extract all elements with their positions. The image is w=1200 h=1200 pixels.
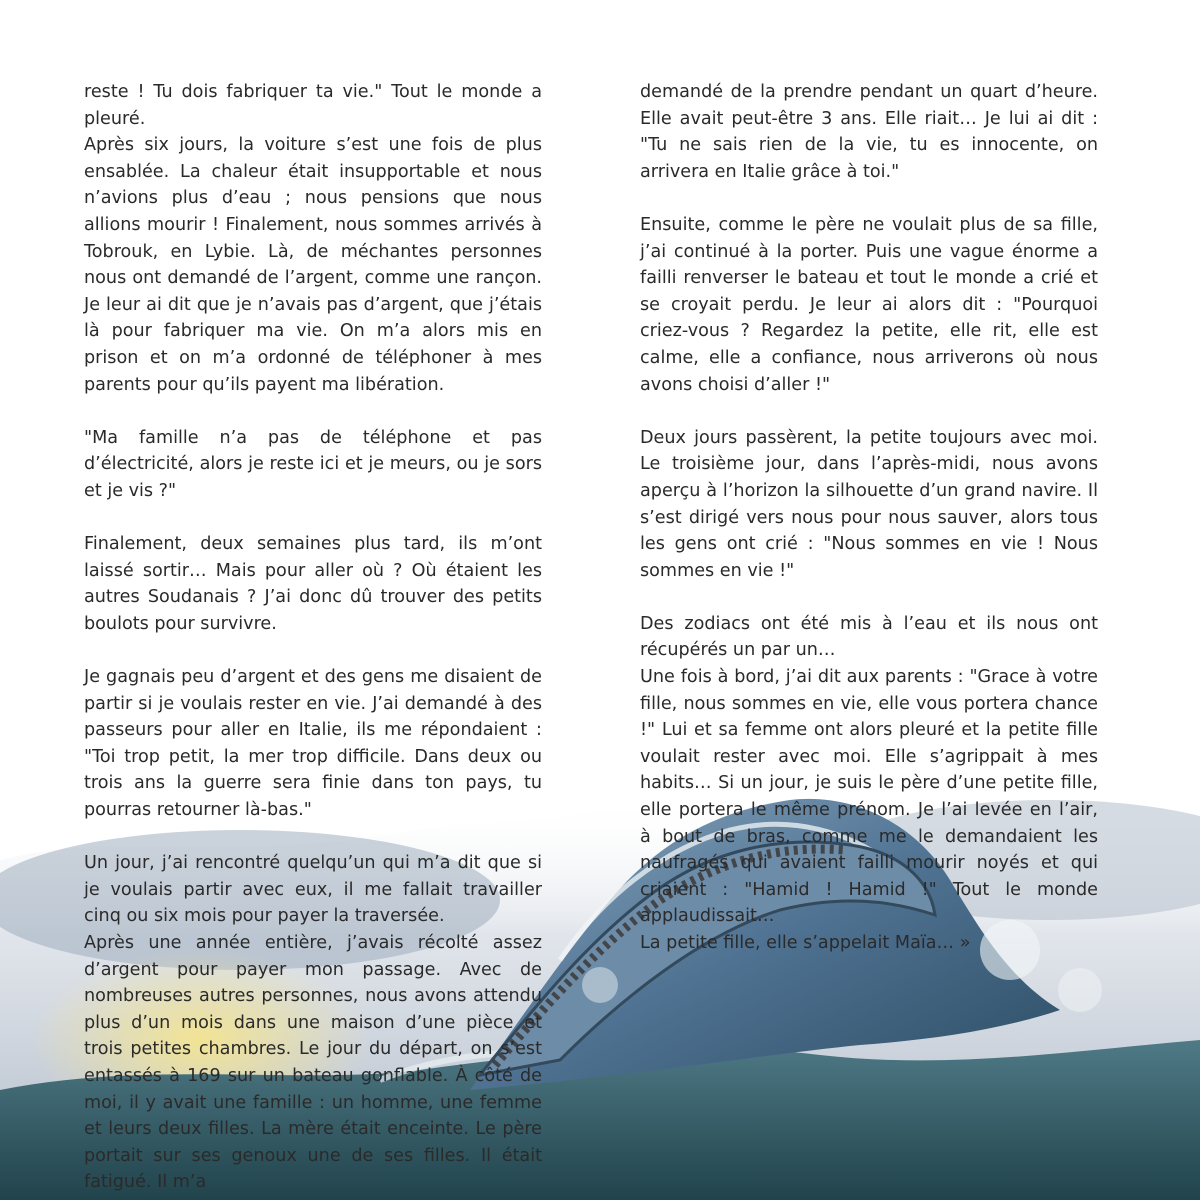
paragraph: La petite fille, elle s’appelait Maïa… » <box>640 933 971 953</box>
paragraph: "Ma famille n’a pas de téléphone et pas d’électricité, alors je reste ici et je meurs, ou je sors et je vis ?" <box>84 427 542 501</box>
paragraph: Finalement, deux semaines plus tard, ils m’ont laissé sortir… Mais pour aller où ? Où étaient les autres Soudanais ? J’ai donc dû trouver des petits boulots pour survivre. <box>84 534 542 634</box>
paragraph: Ensuite, comme le père ne voulait plus de sa fille, j’ai continué à la porter. Puis une vague énorme a failli renverser le bateau et tout le monde a crié et se croyait perdu. Je leur ai alors dit : "Pourquoi criez-vous ? Regardez la petite, elle rit, elle est calme, elle a confiance, nous arriverons où nous avons choisi d’aller !" <box>640 214 1098 395</box>
paragraph: demandé de la prendre pendant un quart d’heure. Elle avait peut-être 3 ans. Elle riait… Je lui ai dit : "Tu ne sais rien de la vie, tu es innocente, on arrivera en Italie grâce à toi." <box>640 82 1098 182</box>
paragraph: Un jour, j’ai rencontré quelqu’un qui m’a dit que si je voulais partir avec eux, il me fallait travailler cinq ou six mois pour payer la traversée. <box>84 853 542 927</box>
right-text-column <box>640 79 1098 957</box>
paragraph: Deux jours passèrent, la petite toujours avec moi. Le troisième jour, dans l’après-midi, nous avons aperçu à l’horizon la silhouette d’un grand navire. Il s’est dirigé vers nous pour nous sauver, alors tous les gens ont crié : "Nous sommes en vie ! Nous sommes en vie !" <box>640 427 1098 581</box>
paragraph: Après six jours, la voiture s’est une fois de plus ensablée. La chaleur était insupportable et nous n’avions plus d’eau ; nous pensions que nous allions mourir ! Finalement, nous sommes arrivés à Tobrouk, en Lybie. Là, de méchantes personnes nous ont demandé de l’argent, comme une rançon. Je leur ai dit que je n’avais pas d’argent, que j’étais là pour fabriquer ma vie. On m’a alors mis en prison et on m’a ordonné de téléphoner à mes parents pour qu’ils payent ma libération. <box>84 135 542 395</box>
paragraph: reste ! Tu dois fabriquer ta vie." Tout le monde a pleuré. <box>84 82 542 129</box>
spray <box>582 967 618 1003</box>
paragraph: Après une année entière, j’avais récolté assez d’argent pour payer mon passage. Avec de nombreuses autres personnes, nous avons attendu plus d’un mois dans une maison d’une pièce et trois petites chambres. Le jour du départ, on s’est entassés à 169 sur un bateau gonflable. À côté de moi, il y avait une famille : un homme, une femme et leurs deux filles. La mère était enceinte. Le père portait sur ses genoux une de ses filles. Il était fatigué. Il m’a <box>84 933 542 1193</box>
left-text-column <box>84 79 542 1196</box>
paragraph: Je gagnais peu d’argent et des gens me disaient de partir si je voulais rester en vie. J’ai demandé à des passeurs pour aller en Italie, ils me répondaient : "Toi trop petit, la mer trop difficile. Dans deux ou trois ans la guerre sera finie dans ton pays, tu pourras retourner là-bas." <box>84 667 542 821</box>
paragraph: Une fois à bord, j’ai dit aux parents : "Grace à votre fille, nous sommes en vie, elle vous portera chance !" Lui et sa femme ont alors pleuré et la petite fille voulait rester avec moi. Elle s’agrippait à mes habits… Si un jour, je suis le père d’une petite fille, elle portera le même prénom. Je l’ai levée en l’air, à bout de bras, comme me le demandaient les naufragés qui avaient failli mourir noyés et qui criaient : "Hamid ! Hamid !" Tout le monde applaudissait… <box>640 667 1098 927</box>
spray <box>1058 968 1102 1012</box>
paragraph: Des zodiacs ont été mis à l’eau et ils nous ont récupérés un par un… <box>640 613 1098 661</box>
